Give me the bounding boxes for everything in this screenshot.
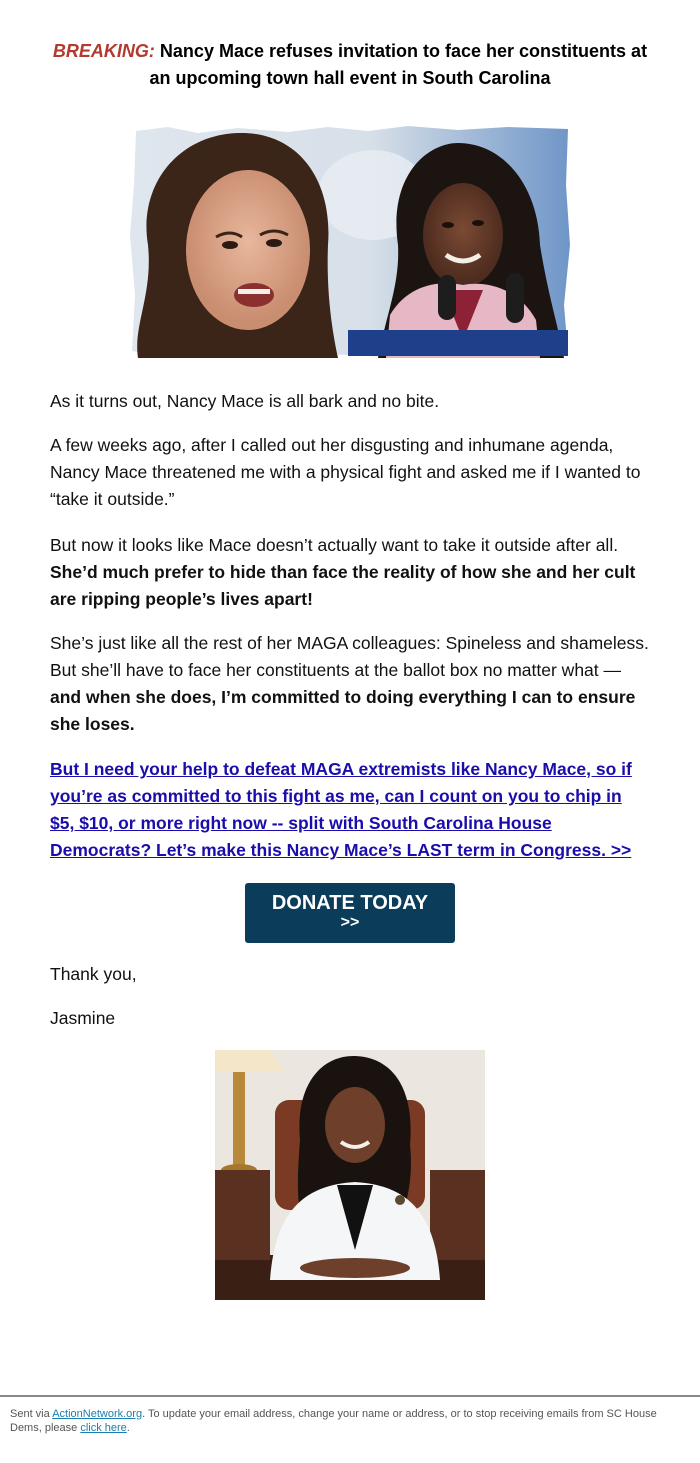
paragraph-hide-text: But now it looks like Mace doesn’t actually want to take it outside after all. xyxy=(50,535,619,555)
actionnetwork-link[interactable]: ActionNetwork.org xyxy=(52,1408,143,1420)
footer-prefix: Sent via xyxy=(10,1408,53,1420)
paragraph-maga xyxy=(50,630,650,738)
signature: Jasmine xyxy=(50,1008,116,1028)
donate-button[interactable] xyxy=(245,883,455,943)
footer-middle: . To update your email address, change your name or address, or to stop receiving emails from SC House Dems, please xyxy=(10,1408,657,1434)
paragraph-intro: As it turns out, Nancy Mace is all bark and no bite. xyxy=(50,391,440,411)
paragraph-maga-bold: and when she does, I’m committed to doing everything I can to ensure she loses. xyxy=(50,687,636,734)
breaking-label: BREAKING: xyxy=(52,41,155,61)
paragraph-maga-text: She’s just like all the rest of her MAGA colleagues: Spineless and shameless. But she’ll have to face her constituents at the ballot box no matter what — xyxy=(50,633,649,680)
closing-thanks: Thank you, xyxy=(50,964,137,984)
portrait-photo xyxy=(215,1050,485,1300)
footer-divider xyxy=(0,1395,700,1397)
hero-image xyxy=(128,125,572,358)
paragraph-hide-bold: She’d much prefer to hide than face the reality of how she and her cult are ripping people’s lives apart! xyxy=(50,562,636,609)
headline-text: Nancy Mace refuses invitation to face her constituents at an upcoming town hall event in South Carolina xyxy=(149,41,648,88)
footer xyxy=(10,1407,690,1435)
paragraph-ask xyxy=(50,756,650,864)
footer-suffix: . xyxy=(126,1422,130,1434)
donation-ask-link[interactable]: But I need your help to defeat MAGA extremists like Nancy Mace, so if you’re as committed to this fight as me, can I count on you to chip in $5, $10, or more right now -- split with South Carolina House Democrats? Let’s make this Nancy Mace’s LAST term in Congress. >> xyxy=(50,759,632,860)
unsubscribe-link[interactable]: click here xyxy=(80,1422,127,1434)
donate-button-arrows: >> xyxy=(340,914,360,931)
paragraph-threat: A few weeks ago, after I called out her disgusting and inhumane agenda, Nancy Mace threatened me with a physical fight and asked me if I wanted to “take it outside.” xyxy=(50,435,641,509)
donate-button-label: DONATE TODAY xyxy=(271,892,429,914)
paragraph-hide xyxy=(50,532,650,613)
headline xyxy=(50,38,650,92)
